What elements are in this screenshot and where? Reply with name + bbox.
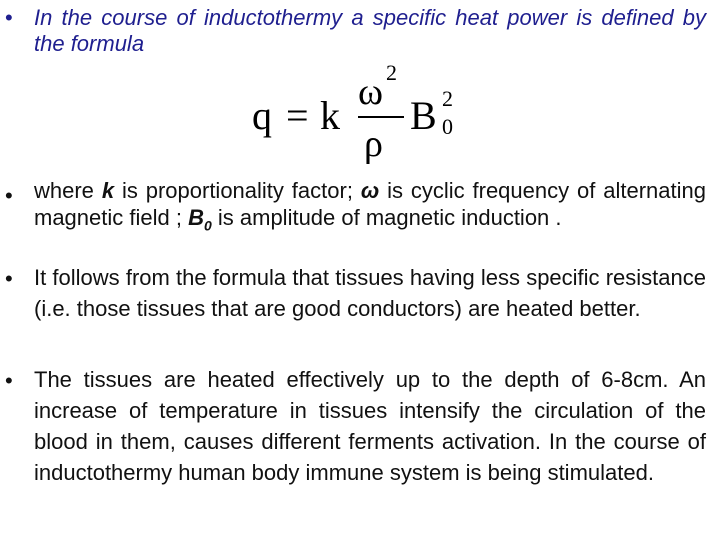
formula-q: q [252, 93, 272, 138]
fraction-bar [358, 116, 404, 118]
formula-B: B [410, 93, 437, 138]
formula-numerator: ω [358, 71, 384, 113]
var-omega: ω [360, 178, 380, 203]
bullet-1-part2: is cyclic frequency of alternating magnetic field ; [34, 178, 706, 230]
formula-equals: = [286, 93, 309, 138]
heat-power-formula [250, 58, 480, 168]
formula-numerator-exponent: 2 [386, 60, 397, 85]
bullet-1-marker: • [5, 183, 13, 208]
formula-denominator: ρ [364, 123, 383, 165]
bullet-1-text [34, 177, 706, 239]
bullet-3-marker: • [5, 368, 13, 393]
bullet-1-part1: is proportionality factor; [114, 178, 361, 203]
formula-k: k [320, 93, 340, 138]
formula-B-subscript: 0 [442, 114, 453, 139]
bullet-1-prefix: where [34, 178, 102, 203]
var-k: k [101, 178, 115, 203]
var-B: B [188, 205, 204, 230]
bullet-2-marker: • [5, 266, 13, 291]
formula-B-exponent: 2 [442, 86, 453, 111]
bullet-3-text: The tissues are heated effectively up to the depth of 6-8cm. An increase of temperature in tissues intensify the circulation of the blood in them, causes different ferments activation. In the course of inductothermy human body immune system is being stimulated. [34, 367, 706, 485]
var-B-subscript: 0 [203, 217, 212, 234]
title-bullet: • [5, 5, 13, 30]
bullet-1-part3: is amplitude of magnetic induction . [211, 205, 562, 230]
bullet-2-text: It follows from the formula that tissues having less specific resistance (i.e. those tissues that are good conductors) are heated better. [34, 265, 706, 321]
slide-title: In the course of inductothermy a specific heat power is defined by the formula [34, 5, 706, 56]
